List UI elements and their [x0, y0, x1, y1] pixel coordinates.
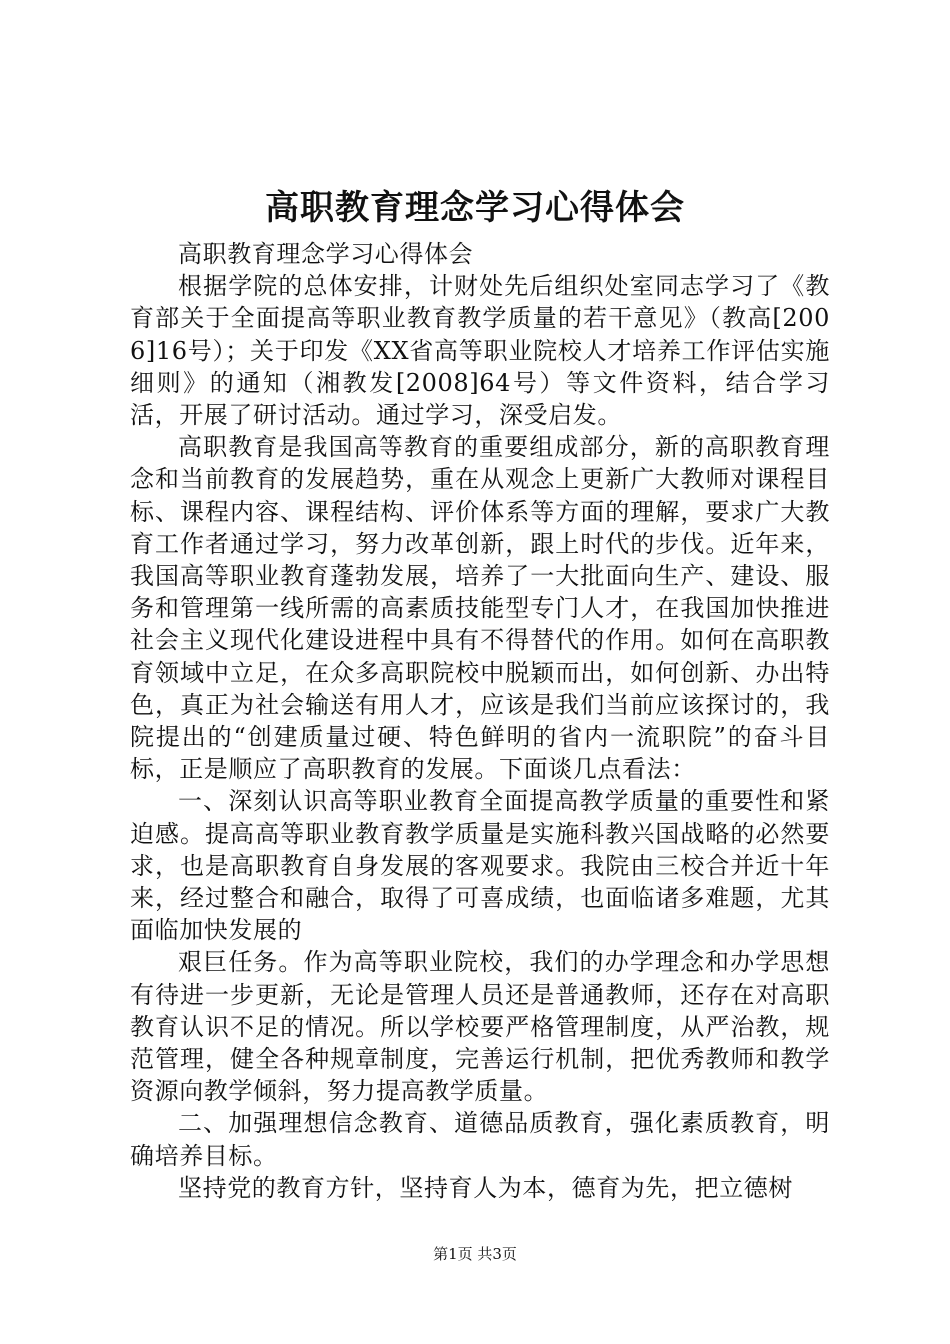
document-title: 高职教育理念学习心得体会: [265, 188, 685, 228]
paragraph-background: 高职教育是我国高等教育的重要组成部分，新的高职教育理念和当前教育的发展趋势，重在从观念上更新广大教师对课程目标、课程内容、课程结构、评价体系等方面的理解，要求广大教育工作者通过学习，努力改革创新，跟上时代的步伐。近年来，我国高等职业教育蓬勃发展，培养了一大批面向生产、建设、服务和管理第一线所需的高素质技能型专门人才，在我国加快推进社会主义现代化建设进程中具有不得替代的作用。如何在高职教育领域中立足，在众多高职院校中脱颖而出，如何创新、办出特色，真正为社会输送有用人才，应该是我们当前应该探讨的，我院提出的“创建质量过硬、特色鲜明的省内一流职院”的奋斗目标，正是顺应了高职教育的发展。下面谈几点看法：: [130, 433, 830, 784]
paragraph-point-two: 二、加强理想信念教育、道德品质教育，强化素质教育，明确培养目标。: [130, 1109, 830, 1170]
paragraph-point-two-body: 坚持党的教育方针，坚持育人为本，德育为先，把立德树: [178, 1173, 793, 1202]
paragraph-intro: 根据学院的总体安排，计财处先后组织处室同志学习了《教育部关于全面提高等职业教育教学质量的若干意见》（教高[2006]16号）；关于印发《XX省高等职业院校人才培养工作评估实施细则》的通知（湘教发[2008]64号）等文件资料，结合学习活，开展了研讨活动。通过学习，深受启发。: [130, 272, 830, 430]
document-body: [130, 238, 830, 1204]
paragraph-point-one-continued: 艰巨任务。作为高等职业院校，我们的办学理念和办学思想有待进一步更新，无论是管理人员还是普通教师，还存在对高职教育认识不足的情况。所以学校要严格管理制度，从严治教，规范管理，健全各种规章制度，完善运行机制，把优秀教师和教学资源向教学倾斜，努力提高教学质量。: [130, 948, 830, 1106]
paragraph-point-one: 一、深刻认识高等职业教育全面提高教学质量的重要性和紧迫感。提高高等职业教育教学质量是实施科教兴国战略的必然要求，也是高职教育自身发展的客观要求。我院由三校合并近十年来，经过整合和融合，取得了可喜成绩，也面临诸多难题，尤其面临加快发展的: [130, 787, 830, 945]
paragraph-subtitle: 高职教育理念学习心得体会: [178, 240, 474, 268]
page-number-footer: 第1页 共3页: [433, 1245, 517, 1263]
